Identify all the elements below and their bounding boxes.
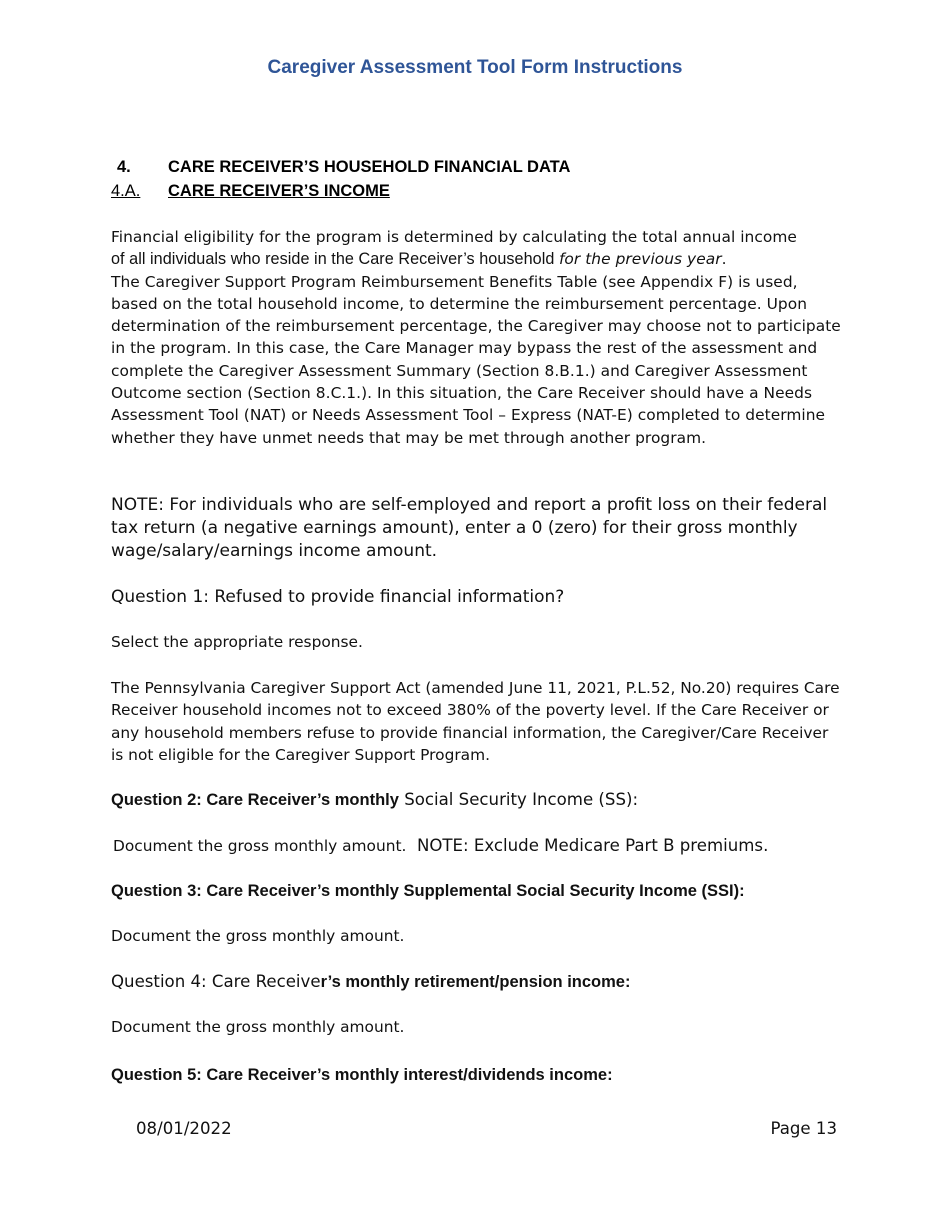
section-4a-number: 4.A.: [111, 182, 141, 200]
question-3-label: Question 3: Care Receiver’s monthly Supplemental Social Security Income (SSI):: [111, 882, 745, 900]
question-2-instruction-text: Document the gross monthly amount.: [113, 837, 407, 855]
section-4a-heading: [111, 182, 390, 201]
question-2-note: NOTE: Exclude Medicare Part B premiums.: [406, 836, 769, 855]
question-4-label-start: Question 4: Care Receive: [111, 972, 321, 991]
section-4-title: CARE RECEIVER’S HOUSEHOLD FINANCIAL DATA: [168, 158, 571, 176]
financial-line-2: of all individuals who reside in the Care Receiver’s household: [111, 250, 559, 269]
question-2-label-rest: Social Security Income (SS):: [398, 790, 639, 809]
question-3-instruction: Document the gross monthly amount.: [111, 927, 405, 945]
financial-line-2-end: .: [721, 250, 727, 269]
financial-italic-phrase: for the previous year: [558, 250, 722, 269]
section-4a-title: CARE RECEIVER’S INCOME: [168, 182, 390, 200]
self-employed-note: NOTE: For individuals who are self-employed and report a profit loss on their federal tax return (a negative earnings amount), enter a 0 (zero) for their gross monthly wage/salary/earnings income amount.: [111, 495, 828, 561]
question-2-label-bold: Question 2: Care Receiver’s monthly: [111, 791, 399, 809]
question-4-label: [111, 972, 630, 992]
section-4-number: 4.: [117, 158, 131, 176]
page-header-title: Caregiver Assessment Tool Form Instructions: [267, 57, 683, 78]
question-2-instruction: [113, 836, 768, 855]
question-1-detail: The Pennsylvania Caregiver Support Act (amended June 11, 2021, P.L.52, No.20) requires Care Receiver household incomes not to exceed 380% of the poverty level. If the Care Receiver or any household members refuse to provide financial information, the Caregiver/Care Receiver is not eligible for the Caregiver Support Program.: [111, 679, 840, 764]
footer-page-number: Page 13: [770, 1119, 837, 1138]
question-1-label: Question 1: Refused to provide financial information?: [111, 587, 565, 607]
financial-rest: The Caregiver Support Program Reimbursement Benefits Table (see Appendix F) is used, based on the total household income, to determine the reimbursement percentage. Upon determination of the reimbursement percentage, the Caregiver may choose not to participate in the program. In this case, the Care Manager may bypass the rest of the assessment and complete the Caregiver Assessment Summary (Section 8.B.1.) and Caregiver Assessment Outcome section (Section 8.C.1.). In this situation, the Care Receiver should have a Needs Assessment Tool (NAT) or Needs Assessment Tool – Express (NAT-E) completed to determine whether they have unmet needs that may be met through another program.: [111, 272, 841, 447]
financial-line-1: Financial eligibility for the program is determined by calculating the total annual income: [111, 228, 797, 246]
question-2-label: [111, 790, 638, 810]
section-4-heading: [111, 158, 570, 177]
footer-date: 08/01/2022: [136, 1119, 232, 1138]
question-5-label: Question 5: Care Receiver’s monthly interest/dividends income:: [111, 1066, 613, 1084]
question-1-instruction: Select the appropriate response.: [111, 633, 363, 651]
question-4-instruction: Document the gross monthly amount.: [111, 1018, 405, 1036]
question-4-label-bold: r’s monthly retirement/pension income:: [320, 973, 631, 991]
financial-eligibility-paragraph: [111, 226, 841, 449]
